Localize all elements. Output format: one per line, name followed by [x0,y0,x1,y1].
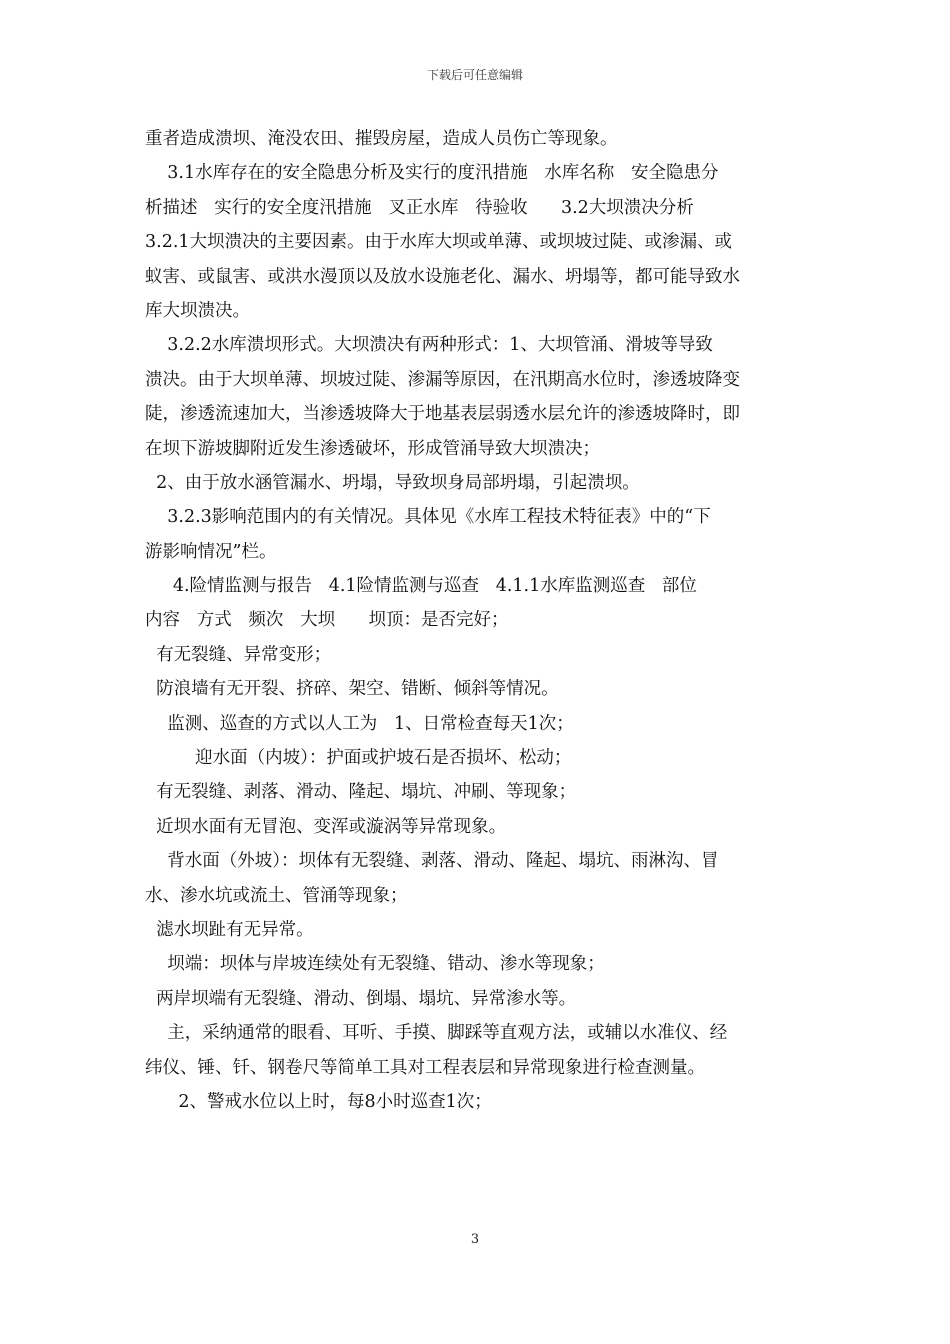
text-line: 迎水面（内坡）：护面或护坡石是否损坏、松动； [145,748,572,769]
text-line: 2、警戒水位以上时，每8小时巡查1次； [145,1091,492,1112]
text-line: 3.1水库存在的安全隐患分析及实行的度汛措施 水库名称 安全隐患分 [145,163,719,184]
text-line: 近坝水面有无冒泡、变浑或漩涡等异常现象。 [145,816,507,837]
text-line: 3.2.3影响范围内的有关情况。具体见《水库工程技术特征表》中的“下 [145,507,711,528]
text-line: 有无裂缝、异常变形； [145,644,332,665]
text-line: 3.2.2水库溃坝形式。大坝溃决有两种形式：1、大坝管涌、滑坡等导致 [145,335,713,356]
document-body [145,122,810,1119]
text-line: 溃决。由于大坝单薄、坝坡过陡、渗漏等原因，在汛期高水位时，渗透坡降变 [145,369,740,390]
text-line: 主，采纳通常的眼看、耳听、手摸、脚踩等直观方法，或辅以水准仪、经 [145,1023,728,1044]
text-line: 纬仪、锤、钎、钢卷尺等简单工具对工程表层和异常现象进行检查测量。 [145,1057,705,1078]
text-line: 防浪墙有无开裂、挤碎、架空、错断、倾斜等情况。 [145,679,559,700]
text-line: 两岸坝端有无裂缝、滑动、倒塌、塌坑、异常渗水等。 [145,988,577,1009]
page-header-note: 下载后可任意编辑 [426,68,523,82]
text-line: 游影响情况”栏。 [145,541,277,562]
text-line: 重者造成溃坝、淹没农田、摧毁房屋，造成人员伤亡等现象。 [145,129,618,149]
text-line: 4.险情监测与报告 4.1险情监测与巡查 4.1.1水库监测巡查 部位 [145,576,697,597]
text-line: 库大坝溃决。 [145,300,250,321]
text-line: 陡，渗透流速加大，当渗透坡降大于地基表层弱透水层允许的渗透坡降时，即 [145,404,740,425]
text-line: 析描述 实行的安全度汛措施 叉正水库 待验收 3.2大坝溃决分析 [145,197,694,218]
text-line: 监测、巡查的方式以人工为 1、日常检查每天1次； [145,713,574,734]
text-line: 坝端：坝体与岸坡连续处有无裂缝、错动、渗水等现象； [145,954,605,975]
text-line: 内容 方式 频次 大坝 坝顶：是否完好； [145,610,509,631]
text-line: 2、由于放水涵管漏水、坍塌，导致坝身局部坍塌，引起溃坝。 [145,472,640,493]
text-line: 水、渗水坑或流土、管涌等现象； [145,885,408,906]
text-line: 3.2.1大坝溃决的主要因素。由于水库大坝或单薄、或坝坡过陡、或渗漏、或 [145,232,733,253]
text-line: 有无裂缝、剥落、滑动、隆起、塌坑、冲刷、等现象； [145,782,577,803]
text-line: 滤水坝趾有无异常。 [145,919,314,940]
text-line: 背水面（外坡）：坝体有无裂缝、剥落、滑动、隆起、塌坑、雨淋沟、冒 [145,851,719,872]
text-line: 在坝下游坡脚附近发生渗透破坏，形成管涌导致大坝溃决； [145,438,600,459]
text-line: 蚁害、或鼠害、或洪水漫顶以及放水设施老化、漏水、坍塌等，都可能导致水 [145,266,740,287]
page-number: 3 [470,1232,480,1247]
